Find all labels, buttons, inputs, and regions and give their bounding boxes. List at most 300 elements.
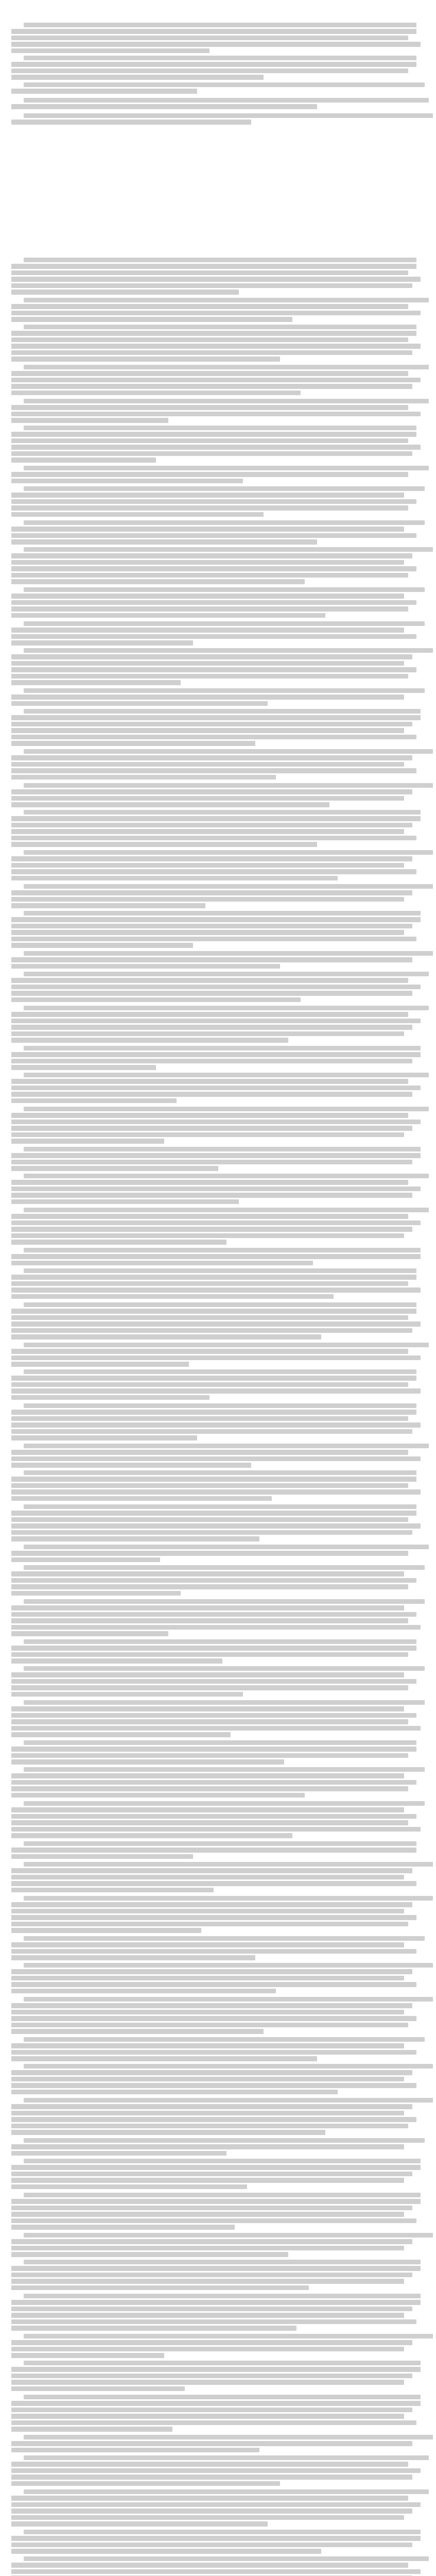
paragraph — [11, 1767, 425, 1799]
text-line-placeholder — [11, 2420, 416, 2425]
text-line-placeholder — [24, 520, 425, 525]
paragraph — [11, 1073, 425, 1105]
text-line-placeholder — [11, 762, 404, 767]
paragraph — [11, 850, 425, 882]
text-line-placeholder — [11, 2441, 412, 2446]
paragraph — [11, 1545, 425, 1564]
text-line-placeholder — [11, 2178, 404, 2182]
text-line-placeholder — [11, 2386, 185, 2391]
text-line-placeholder — [11, 903, 205, 908]
paragraph — [11, 426, 425, 464]
text-line-placeholder — [11, 1287, 421, 1292]
text-line-placeholder — [24, 648, 433, 653]
text-line-placeholder — [11, 472, 408, 477]
text-line-placeholder — [11, 1199, 239, 1204]
text-line-placeholder — [11, 674, 408, 679]
text-line-placeholder — [11, 1416, 408, 1421]
text-line-placeholder — [11, 1719, 408, 1724]
text-line-placeholder — [11, 1240, 226, 1244]
text-line-placeholder — [11, 579, 305, 584]
text-line-placeholder — [24, 399, 429, 403]
text-line-placeholder — [11, 2374, 412, 2378]
text-line-placeholder — [11, 869, 416, 874]
paragraph — [11, 1147, 425, 1173]
text-line-placeholder — [11, 1780, 416, 1785]
text-line-placeholder — [11, 2475, 412, 2479]
paragraph — [11, 2530, 425, 2555]
paragraph — [11, 1046, 425, 1072]
text-line-placeholder — [11, 1807, 404, 1812]
text-line-placeholder — [11, 2104, 412, 2109]
text-line-placeholder — [24, 1599, 425, 1604]
text-line-placeholder — [11, 2225, 235, 2229]
text-line-placeholder — [11, 1902, 412, 1907]
text-line-placeholder — [24, 547, 433, 552]
text-line-placeholder — [24, 850, 433, 855]
text-line-placeholder — [11, 2569, 421, 2574]
text-line-placeholder — [11, 715, 421, 720]
text-line-placeholder — [11, 1747, 416, 1751]
paragraph — [11, 1666, 425, 1698]
text-line-placeholder — [11, 2266, 421, 2270]
paragraph — [11, 2435, 425, 2454]
text-line-placeholder — [11, 1079, 408, 1083]
text-line-placeholder — [11, 2165, 421, 2170]
text-line-placeholder — [11, 2285, 309, 2290]
text-line-placeholder — [24, 1841, 416, 1846]
text-line-placeholder — [11, 1450, 408, 1454]
paragraph — [11, 1565, 425, 1597]
text-line-placeholder — [11, 264, 416, 268]
text-line-placeholder — [24, 23, 416, 27]
text-line-placeholder — [11, 1982, 416, 1987]
text-line-placeholder — [11, 1092, 412, 1096]
text-line-placeholder — [24, 1565, 425, 1570]
text-line-placeholder — [11, 775, 276, 779]
text-line-placeholder — [11, 937, 416, 941]
text-line-placeholder — [11, 1976, 404, 1980]
text-line-placeholder — [11, 553, 412, 558]
text-line-placeholder — [11, 2543, 412, 2547]
text-line-placeholder — [11, 1989, 276, 1993]
text-line-placeholder — [24, 1639, 416, 1644]
text-line-placeholder — [11, 2273, 412, 2277]
text-line-placeholder — [24, 911, 421, 916]
text-line-placeholder — [24, 1936, 425, 1941]
text-line-placeholder — [24, 1248, 421, 1252]
paragraph — [11, 258, 425, 296]
paragraph — [11, 911, 425, 950]
text-line-placeholder — [24, 1302, 416, 1307]
text-line-placeholder — [11, 573, 408, 578]
text-line-placeholder — [24, 688, 425, 693]
text-line-placeholder — [11, 2502, 421, 2507]
text-line-placeholder — [11, 1759, 284, 1764]
text-line-placeholder — [11, 2340, 412, 2345]
text-line-placeholder — [11, 1435, 197, 1440]
text-line-placeholder — [24, 2193, 421, 2197]
text-line-placeholder — [11, 412, 421, 416]
paragraph — [11, 1841, 425, 1860]
text-line-placeholder — [11, 1658, 222, 1663]
text-line-placeholder — [11, 1605, 404, 1610]
text-line-placeholder — [24, 2435, 433, 2439]
text-line-placeholder — [11, 654, 412, 659]
text-line-placeholder — [11, 2401, 421, 2405]
text-line-placeholder — [11, 1214, 408, 1218]
text-line-placeholder — [11, 350, 412, 355]
text-line-placeholder — [11, 1113, 408, 1117]
text-line-placeholder — [11, 1726, 421, 1731]
text-line-placeholder — [11, 836, 416, 840]
text-line-placeholder — [11, 2003, 412, 2008]
text-line-placeholder — [11, 1652, 408, 1657]
text-line-placeholder — [11, 2563, 408, 2567]
text-line-placeholder — [11, 728, 404, 733]
paragraph — [11, 749, 425, 781]
text-line-placeholder — [11, 1187, 421, 1191]
text-line-placeholder — [11, 701, 268, 706]
text-line-placeholder — [11, 1025, 412, 1029]
text-line-placeholder — [11, 1477, 416, 1481]
text-line-placeholder — [11, 829, 404, 834]
paragraph — [11, 520, 425, 546]
text-line-placeholder — [11, 2252, 288, 2257]
text-line-placeholder — [24, 1046, 421, 1050]
text-line-placeholder — [11, 1517, 408, 1522]
text-line-placeholder — [24, 365, 429, 369]
text-line-placeholder — [11, 2414, 404, 2418]
text-line-placeholder — [24, 1470, 416, 1475]
text-line-placeholder — [24, 621, 425, 626]
paragraph — [11, 2489, 425, 2528]
text-line-placeholder — [11, 1909, 404, 1913]
text-line-placeholder — [24, 2233, 433, 2238]
text-line-placeholder — [11, 628, 404, 632]
text-line-placeholder — [11, 1732, 231, 1737]
paragraph — [11, 486, 425, 518]
paragraph — [11, 1997, 425, 2036]
text-line-placeholder — [11, 62, 416, 66]
text-line-placeholder — [11, 1309, 416, 1313]
text-line-placeholder — [24, 1997, 433, 2002]
text-line-placeholder — [11, 1833, 292, 1838]
text-line-placeholder — [24, 258, 416, 262]
text-line-placeholder — [11, 606, 408, 611]
text-line-placeholder — [11, 964, 280, 969]
text-line-placeholder — [11, 1523, 421, 1528]
text-line-placeholder — [11, 438, 408, 443]
text-line-placeholder — [11, 2319, 416, 2324]
text-line-placeholder — [11, 2536, 421, 2540]
text-line-placeholder — [24, 2556, 429, 2561]
text-line-placeholder — [11, 1928, 201, 1933]
text-line-placeholder — [11, 2090, 338, 2094]
text-line-placeholder — [11, 842, 317, 846]
paragraph — [11, 1174, 425, 1206]
text-line-placeholder — [11, 357, 280, 361]
text-line-placeholder — [11, 2212, 404, 2216]
paragraph — [11, 621, 425, 647]
paragraph — [11, 1248, 425, 1267]
text-line-placeholder — [11, 1294, 334, 1299]
text-line-placeholder — [11, 1591, 181, 1596]
text-line-placeholder — [11, 634, 416, 639]
text-line-placeholder — [11, 1868, 412, 1873]
text-line-placeholder — [11, 2010, 404, 2014]
text-line-placeholder — [24, 749, 433, 754]
text-line-placeholder — [24, 2395, 421, 2399]
text-line-placeholder — [11, 897, 404, 902]
text-line-placeholder — [11, 2239, 412, 2244]
text-line-placeholder — [11, 104, 317, 109]
text-line-placeholder — [11, 741, 255, 745]
paragraph — [11, 98, 425, 111]
text-line-placeholder — [11, 1376, 416, 1380]
text-line-placeholder — [11, 2353, 164, 2358]
text-line-placeholder — [24, 1147, 421, 1151]
text-line-placeholder — [11, 337, 408, 342]
paragraph — [11, 2193, 425, 2231]
text-line-placeholder — [11, 493, 404, 497]
text-line-placeholder — [11, 48, 210, 53]
text-line-placeholder — [11, 2023, 408, 2027]
text-line-placeholder — [11, 1166, 218, 1171]
text-line-placeholder — [11, 344, 421, 348]
text-line-placeholder — [11, 1410, 416, 1414]
text-line-placeholder — [11, 796, 404, 801]
text-line-placeholder — [11, 1969, 412, 1974]
paragraph — [11, 2138, 425, 2157]
text-line-placeholder — [11, 384, 412, 388]
text-line-placeholder — [24, 1963, 433, 1968]
paragraph — [11, 2159, 425, 2191]
text-line-placeholder — [11, 823, 412, 827]
text-line-placeholder — [24, 2334, 433, 2338]
paragraph — [11, 298, 425, 324]
text-line-placeholder — [11, 1551, 408, 1555]
paragraph — [11, 2098, 425, 2137]
text-line-placeholder — [11, 533, 416, 538]
text-line-placeholder — [24, 1545, 429, 1549]
paragraph — [11, 1107, 425, 1145]
text-line-placeholder — [11, 1685, 408, 1690]
text-line-placeholder — [11, 957, 412, 962]
text-line-placeholder — [24, 2294, 421, 2298]
text-line-placeholder — [11, 1395, 210, 1400]
text-line-placeholder — [24, 1896, 433, 1901]
paragraph — [11, 783, 425, 809]
text-line-placeholder — [11, 2496, 408, 2500]
text-line-placeholder — [24, 2037, 425, 2042]
text-line-placeholder — [11, 560, 404, 565]
text-line-placeholder — [11, 1827, 421, 1832]
text-line-placeholder — [11, 1713, 416, 1718]
text-line-placeholder — [11, 499, 416, 504]
text-line-placeholder — [11, 1955, 255, 1960]
text-line-placeholder — [11, 997, 301, 1002]
text-line-placeholder — [11, 1349, 408, 1353]
text-line-placeholder — [24, 2489, 429, 2494]
text-line-placeholder — [24, 1369, 416, 1374]
text-line-placeholder — [11, 2184, 247, 2189]
paragraph — [11, 709, 425, 748]
paragraph — [11, 1740, 425, 1766]
text-line-placeholder — [24, 2098, 433, 2103]
text-line-placeholder — [11, 445, 421, 449]
text-line-placeholder — [11, 1854, 193, 1859]
text-line-placeholder — [11, 1275, 416, 1279]
text-line-placeholder — [11, 1949, 416, 1954]
text-line-placeholder — [11, 694, 404, 699]
text-line-placeholder — [11, 2481, 280, 2486]
text-line-placeholder — [11, 2279, 404, 2283]
text-line-placeholder — [24, 783, 433, 788]
text-line-placeholder — [11, 2029, 264, 2033]
paragraph — [11, 365, 425, 397]
text-line-placeholder — [11, 505, 408, 510]
text-line-placeholder — [11, 566, 416, 571]
text-line-placeholder — [11, 512, 264, 517]
text-line-placeholder — [11, 1631, 168, 1636]
text-line-placeholder — [11, 2549, 321, 2553]
text-line-placeholder — [24, 1504, 416, 1509]
paragraph — [11, 1639, 425, 1665]
text-line-placeholder — [11, 89, 197, 93]
text-line-placeholder — [11, 1132, 404, 1137]
text-line-placeholder — [24, 426, 416, 430]
text-line-placeholder — [11, 1483, 408, 1488]
text-line-placeholder — [11, 1489, 421, 1494]
text-line-placeholder — [11, 1618, 408, 1623]
text-line-placeholder — [11, 1227, 412, 1231]
text-line-placeholder — [11, 1328, 412, 1333]
text-line-placeholder — [11, 600, 416, 605]
text-line-placeholder — [11, 991, 412, 995]
text-line-placeholder — [11, 527, 404, 531]
text-line-placeholder — [24, 486, 425, 491]
text-line-placeholder — [11, 2199, 421, 2204]
text-line-placeholder — [11, 311, 421, 315]
text-line-placeholder — [11, 2117, 416, 2122]
text-line-placeholder — [11, 405, 408, 410]
paragraph — [11, 688, 425, 707]
text-line-placeholder — [24, 1700, 425, 1705]
text-line-placeholder — [11, 479, 243, 483]
text-line-placeholder — [11, 2462, 408, 2466]
text-line-placeholder — [24, 113, 433, 118]
text-line-placeholder — [11, 1180, 408, 1184]
text-line-placeholder — [11, 1692, 243, 1697]
paragraph — [11, 2361, 425, 2393]
text-line-placeholder — [11, 29, 416, 33]
text-line-placeholder — [11, 2313, 404, 2317]
text-line-placeholder — [11, 1793, 305, 1798]
text-line-placeholder — [11, 924, 412, 928]
text-line-placeholder — [11, 594, 404, 598]
paragraph — [11, 1896, 425, 1935]
text-line-placeholder — [24, 2138, 425, 2143]
text-line-placeholder — [11, 2130, 325, 2134]
text-line-placeholder — [11, 1261, 313, 1265]
text-line-placeholder — [11, 1511, 416, 1515]
text-line-placeholder — [11, 270, 408, 275]
text-line-placeholder — [11, 2151, 226, 2156]
text-line-placeholder — [24, 2064, 433, 2069]
text-line-placeholder — [24, 1767, 425, 1772]
text-line-placeholder — [11, 1052, 421, 1057]
text-line-placeholder — [11, 1429, 412, 1434]
paragraph — [11, 2233, 425, 2259]
text-line-placeholder — [24, 82, 425, 87]
paragraph — [11, 1470, 425, 1502]
text-line-placeholder — [11, 1463, 251, 1467]
text-line-placeholder — [11, 75, 264, 79]
text-line-placeholder — [11, 277, 421, 281]
paragraph — [11, 1936, 425, 1962]
text-line-placeholder — [11, 2521, 268, 2526]
text-line-placeholder — [11, 876, 338, 880]
paragraph — [11, 972, 425, 1004]
text-line-placeholder — [11, 2367, 421, 2371]
text-line-placeholder — [11, 1530, 412, 1535]
text-line-placeholder — [11, 1881, 416, 1886]
text-line-placeholder — [11, 290, 239, 294]
text-line-placeholder — [11, 1233, 404, 1238]
text-line-placeholder — [11, 331, 416, 335]
text-line-placeholder — [11, 1139, 164, 1143]
text-line-placeholder — [11, 69, 408, 73]
text-line-placeholder — [11, 1786, 408, 1791]
text-line-placeholder — [11, 1355, 421, 1360]
text-line-placeholder — [11, 2043, 404, 2048]
text-line-placeholder — [11, 1820, 408, 1825]
paragraph — [11, 1343, 425, 1368]
paragraph — [11, 1208, 425, 1246]
paragraph — [11, 2064, 425, 2096]
text-line-placeholder — [24, 2361, 421, 2365]
paragraph — [11, 1302, 425, 1341]
text-line-placeholder — [11, 1334, 321, 1339]
paragraph — [11, 1369, 425, 1401]
text-line-placeholder — [11, 1160, 412, 1164]
text-line-placeholder — [11, 1814, 416, 1819]
text-line-placeholder — [11, 722, 412, 726]
text-line-placeholder — [11, 890, 412, 895]
paragraph — [11, 23, 425, 55]
text-line-placeholder — [11, 371, 408, 376]
text-line-placeholder — [11, 755, 412, 760]
text-line-placeholder — [11, 1456, 421, 1461]
text-line-placeholder — [11, 2515, 404, 2520]
text-line-placeholder — [11, 1315, 408, 1320]
text-line-placeholder — [11, 1942, 404, 1947]
text-line-placeholder — [24, 2260, 421, 2264]
text-line-placeholder — [11, 391, 301, 395]
text-line-placeholder — [11, 661, 404, 666]
text-line-placeholder — [24, 56, 416, 60]
text-line-placeholder — [11, 432, 416, 436]
text-line-placeholder — [11, 2326, 297, 2330]
text-line-placeholder — [11, 2408, 412, 2412]
paragraph — [11, 1599, 425, 1638]
text-line-placeholder — [11, 1422, 421, 1427]
paragraph — [11, 587, 425, 619]
paragraph — [11, 2294, 425, 2332]
text-line-placeholder — [24, 1174, 429, 1178]
text-line-placeholder — [11, 2124, 408, 2128]
text-line-placeholder — [11, 2206, 412, 2210]
